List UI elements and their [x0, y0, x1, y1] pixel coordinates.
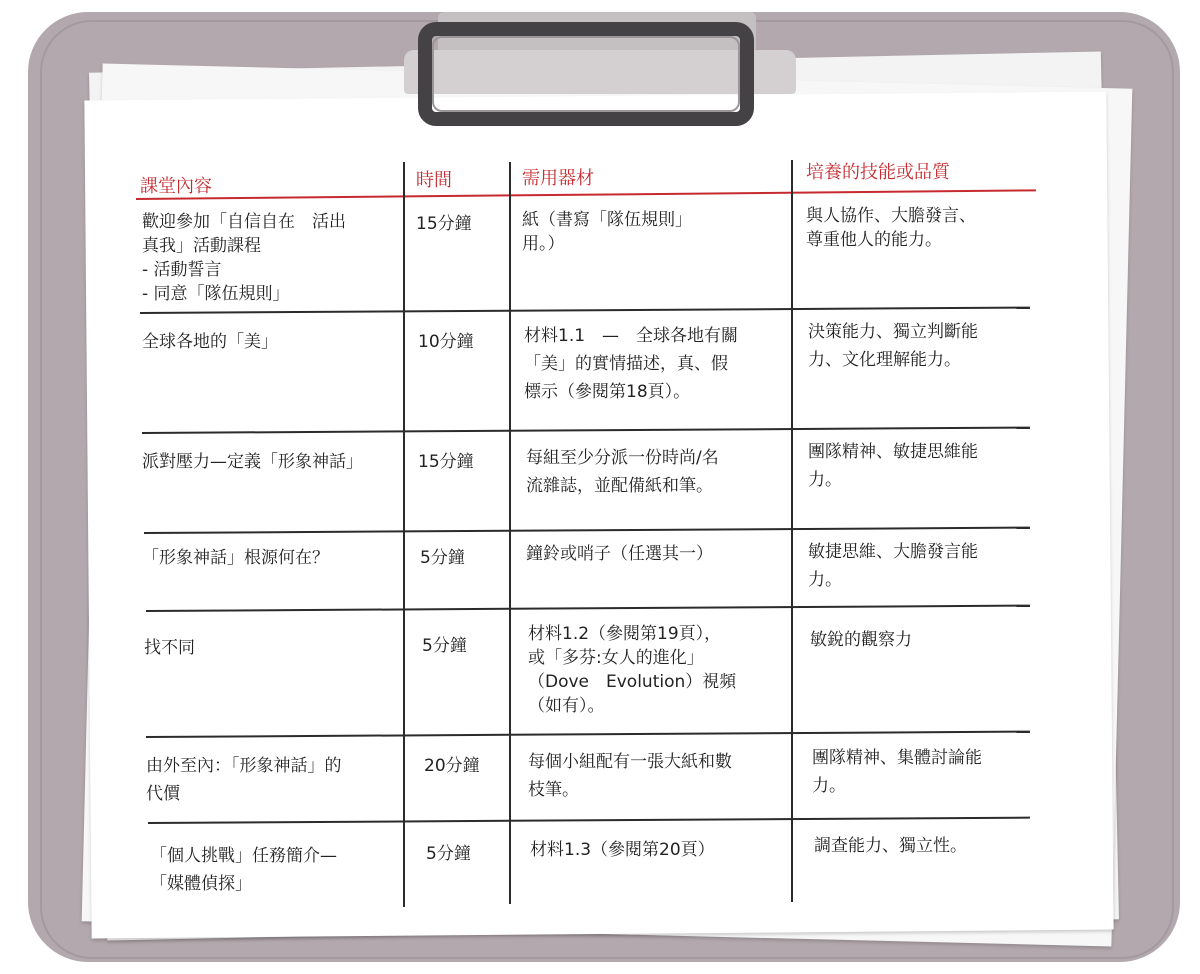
- content-line: 代價: [146, 784, 180, 804]
- materials-cell: [526, 444, 719, 500]
- skills-cell: [814, 834, 967, 858]
- column-divider-2: [509, 162, 511, 904]
- row-divider-4: [146, 605, 1030, 612]
- content-cell: [142, 450, 363, 474]
- row-divider-6: [148, 817, 1030, 824]
- materials-cell: [528, 622, 736, 718]
- materials-cell: [530, 838, 715, 862]
- header-time: 時間: [416, 170, 452, 191]
- materials-line: 每個小組配有一張大紙和數: [528, 752, 732, 772]
- skills-cell: [808, 318, 978, 374]
- content-cell: [142, 546, 329, 570]
- time-cell: 20分鐘: [424, 756, 480, 776]
- header-materials: 需用器材: [522, 168, 594, 189]
- content-line: - 活動誓言: [142, 260, 222, 280]
- skills-line: 力。: [808, 470, 842, 490]
- skills-line: 團隊精神、集體討論能: [812, 748, 982, 768]
- materials-line: 流雜誌，並配備紙和筆。: [526, 476, 713, 496]
- content-cell: [144, 636, 195, 660]
- content-cell: [150, 842, 337, 898]
- content-line: 真我」活動課程: [142, 236, 261, 256]
- content-cell: [146, 752, 342, 808]
- row-divider-5: [146, 731, 1030, 738]
- time-cell: 5分鐘: [422, 636, 467, 656]
- materials-line: （如有）。: [528, 696, 605, 716]
- materials-cell: [522, 208, 692, 256]
- column-divider-3: [791, 160, 793, 902]
- materials-line: 用。）: [522, 234, 565, 254]
- time-cell: 15分鐘: [418, 452, 474, 472]
- content-line: 找不同: [144, 638, 195, 658]
- skills-line: 力。: [812, 776, 846, 796]
- skills-cell: [812, 744, 982, 800]
- row-divider-1: [140, 307, 1030, 314]
- content-line: - 同意「隊伍規則」: [142, 284, 290, 304]
- skills-line: 團隊精神、敏捷思維能: [808, 442, 978, 462]
- skills-line: 力。: [808, 570, 842, 590]
- content-line: 全球各地的「美」: [142, 332, 278, 352]
- materials-line: 每組至少分派一份時尚/名: [526, 448, 719, 468]
- materials-line: 材料1.2（參閱第19頁），: [528, 624, 722, 644]
- materials-line: 標示（參閱第18頁）。: [524, 382, 691, 402]
- materials-line: 材料1.3（參閱第20頁）: [530, 840, 715, 860]
- materials-line: 鐘鈴或哨子（任選其一）: [526, 544, 713, 564]
- content-line: 由外至內：「形象神話」的: [146, 756, 342, 776]
- materials-cell: [526, 542, 713, 566]
- content-cell: [142, 210, 346, 306]
- materials-cell: [528, 748, 732, 804]
- header-content: 課堂內容: [140, 176, 212, 197]
- time-cell: 5分鐘: [420, 548, 465, 568]
- row-divider-3: [144, 527, 1030, 534]
- skills-line: 力、文化理解能力。: [808, 350, 961, 370]
- content-line: 派對壓力—定義「形象神話」: [142, 452, 363, 472]
- skills-cell: [806, 204, 976, 252]
- time-cell: 5分鐘: [426, 844, 471, 864]
- skills-cell: [808, 438, 978, 494]
- skills-line: 調查能力、獨立性。: [814, 836, 967, 856]
- time-cell: 15分鐘: [416, 214, 472, 234]
- skills-line: 尊重他人的能力。: [806, 230, 942, 250]
- skills-line: 敏銳的觀察力: [810, 630, 912, 650]
- skills-line: 決策能力、獨立判斷能: [808, 322, 978, 342]
- skills-cell: [810, 628, 912, 652]
- content-cell: [142, 330, 278, 354]
- content-line: 「形象神話」根源何在？: [142, 548, 329, 568]
- content-line: 歡迎參加「自信自在 活出: [142, 212, 346, 232]
- materials-line: 材料1.1 — 全球各地有關: [524, 326, 739, 346]
- time-cell: 10分鐘: [418, 332, 474, 352]
- materials-cell: [524, 322, 738, 406]
- content-line: 「媒體偵探」: [150, 874, 252, 894]
- materials-line: 「美」的實情描述，真、假: [524, 354, 728, 374]
- header-skills: 培養的技能或品質: [806, 162, 950, 183]
- materials-line: 枝筆。: [528, 780, 579, 800]
- header-underline: [136, 189, 1036, 200]
- materials-line: （Dove Evolution）視頻: [528, 672, 737, 692]
- skills-line: 敏捷思維、大膽發言能: [808, 542, 978, 562]
- content-line: 「個人挑戰」任務簡介—: [150, 846, 337, 866]
- column-divider-1: [403, 162, 405, 907]
- skills-line: 與人協作、大膽發言、: [806, 206, 976, 226]
- row-divider-2: [142, 427, 1030, 434]
- materials-line: 紙（書寫「隊伍規則」: [522, 210, 692, 230]
- skills-cell: [808, 538, 978, 594]
- materials-line: 或「多芬:女人的進化」: [528, 648, 704, 668]
